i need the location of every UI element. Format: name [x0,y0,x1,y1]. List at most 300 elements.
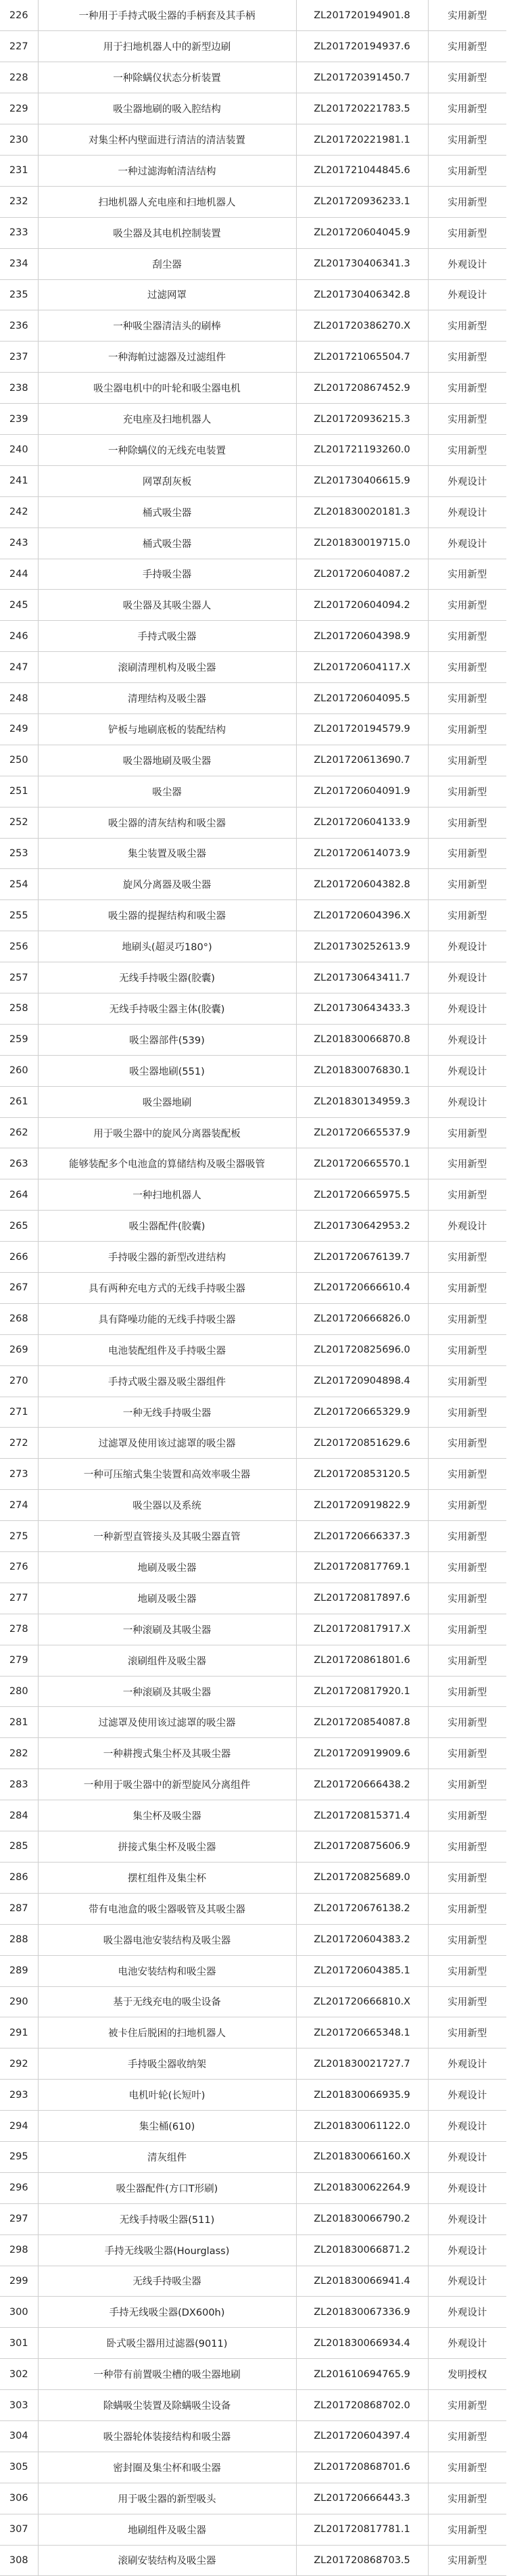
patent-name-cell: 一种用于吸尘器中的新型旋风分离组件 [38,1769,296,1800]
row-number-cell: 253 [0,838,38,869]
patent-number-cell: ZL201720604398.9 [296,621,428,652]
patent-number-cell: ZL201830066934.4 [296,2328,428,2359]
patent-type-cell: 实用新型 [428,1676,506,1707]
patent-number-cell: ZL201721065504.7 [296,342,428,373]
table-row [0,2172,506,2203]
row-number-cell: 295 [0,2141,38,2172]
table-row [0,621,506,652]
patent-name-cell: 网罩刮灰板 [38,465,296,496]
patent-name-cell: 滚刷清理机构及吸尘器 [38,652,296,683]
row-number-cell: 305 [0,2452,38,2483]
table-row [0,993,506,1025]
patent-name-cell: 铲板与地刷底板的装配结构 [38,713,296,745]
patent-type-cell: 外观设计 [428,1024,506,1055]
patent-type-cell: 外观设计 [428,2234,506,2266]
patent-name-cell: 桶式吸尘器 [38,496,296,528]
patent-number-cell: ZL201830066790.2 [296,2203,428,2234]
patent-type-cell: 实用新型 [428,1831,506,1863]
table-row [0,2452,506,2483]
patent-number-cell: ZL201720604396.X [296,900,428,931]
row-number-cell: 290 [0,1986,38,2017]
table-row [0,217,506,248]
table-row [0,2390,506,2421]
table-row [0,310,506,342]
table-row [0,1334,506,1365]
row-number-cell: 259 [0,1024,38,1055]
row-number-cell: 229 [0,93,38,124]
patent-type-cell: 外观设计 [428,2048,506,2080]
patent-type-cell: 实用新型 [428,62,506,93]
table-row [0,2141,506,2172]
table-row [0,1365,506,1397]
row-number-cell: 302 [0,2359,38,2390]
patent-type-cell: 外观设计 [428,993,506,1025]
patent-number-cell: ZL201720666337.3 [296,1521,428,1552]
table-row [0,900,506,931]
patent-number-cell: ZL201720817769.1 [296,1552,428,1583]
patent-number-cell: ZL201730406615.9 [296,465,428,496]
patent-number-cell: ZL201720817917.X [296,1614,428,1645]
patent-type-cell: 实用新型 [428,683,506,714]
patent-name-cell: 吸尘器配件(胶囊) [38,1211,296,1242]
patent-number-cell: ZL201720604382.8 [296,869,428,900]
row-number-cell: 257 [0,962,38,993]
patent-number-cell: ZL201720861801.6 [296,1645,428,1676]
patent-name-cell: 吸尘器电机中的叶轮和吸尘器电机 [38,373,296,404]
patent-number-cell: ZL201720665329.9 [296,1397,428,1428]
patent-name-cell: 一种可压缩式集尘装置和高效率吸尘器 [38,1459,296,1490]
patent-name-cell: 吸尘器部件(539) [38,1024,296,1055]
patent-name-cell: 过滤罩及使用该过滤罩的吸尘器 [38,1707,296,1738]
patent-name-cell: 地刷头(超灵巧180°) [38,931,296,962]
patent-name-cell: 吸尘器的清灰结构和吸尘器 [38,807,296,838]
patent-type-cell: 实用新型 [428,1552,506,1583]
table-row [0,590,506,621]
patent-number-cell: ZL201730643411.7 [296,962,428,993]
row-number-cell: 247 [0,652,38,683]
row-number-cell: 240 [0,434,38,465]
table-row [0,465,506,496]
row-number-cell: 254 [0,869,38,900]
patent-number-cell: ZL201720666610.4 [296,1273,428,1304]
patent-number-cell: ZL201720665537.9 [296,1117,428,1148]
patent-number-cell: ZL201830019715.0 [296,528,428,559]
patent-type-cell: 外观设计 [428,2080,506,2111]
patent-number-cell: ZL201720817781.1 [296,2514,428,2545]
table-row [0,2203,506,2234]
patent-type-cell: 实用新型 [428,590,506,621]
table-row [0,2111,506,2142]
patent-number-cell: ZL201720868702.0 [296,2390,428,2421]
patent-type-cell: 实用新型 [428,186,506,217]
patent-number-cell: ZL201830066941.4 [296,2266,428,2297]
patent-name-cell: 用于吸尘器中的旋风分离器装配板 [38,1117,296,1148]
patent-name-cell: 吸尘器轮体装接结构和吸尘器 [38,2420,296,2452]
patent-name-cell: 吸尘器配件(方口T形刷) [38,2172,296,2203]
row-number-cell: 265 [0,1211,38,1242]
table-row [0,124,506,156]
patent-name-cell: 充电座及扫地机器人 [38,404,296,435]
patent-name-cell: 一种除螨仪的无线充电装置 [38,434,296,465]
patent-type-cell: 实用新型 [428,434,506,465]
patent-number-cell: ZL201730643433.3 [296,993,428,1025]
row-number-cell: 294 [0,2111,38,2142]
row-number-cell: 299 [0,2266,38,2297]
patent-type-cell: 实用新型 [428,1614,506,1645]
patent-type-cell: 实用新型 [428,869,506,900]
patent-number-cell: ZL201720815371.4 [296,1800,428,1831]
patent-name-cell: 电池装配组件及手持吸尘器 [38,1334,296,1365]
patent-name-cell: 滚刷组件及吸尘器 [38,1645,296,1676]
patent-name-cell: 桶式吸尘器 [38,528,296,559]
patent-name-cell: 具有两种充电方式的无线手持吸尘器 [38,1273,296,1304]
patent-number-cell: ZL201720221783.5 [296,93,428,124]
patent-type-cell: 实用新型 [428,1117,506,1148]
row-number-cell: 261 [0,1086,38,1117]
table-row [0,869,506,900]
row-number-cell: 280 [0,1676,38,1707]
table-row [0,2297,506,2328]
patent-name-cell: 滚刷安装结构及吸尘器 [38,2545,296,2576]
patent-type-cell: 实用新型 [428,373,506,404]
patent-type-cell: 实用新型 [428,2514,506,2545]
patent-number-cell: ZL201720666826.0 [296,1303,428,1334]
patent-type-cell: 实用新型 [428,1303,506,1334]
patent-type-cell: 外观设计 [428,1055,506,1086]
patent-name-cell: 刮尘器 [38,248,296,279]
row-number-cell: 227 [0,31,38,62]
row-number-cell: 307 [0,2514,38,2545]
patent-number-cell: ZL201830066870.8 [296,1024,428,1055]
table-row [0,1055,506,1086]
patent-name-cell: 地刷及吸尘器 [38,1583,296,1614]
patent-number-cell: ZL201720919909.6 [296,1738,428,1769]
table-row [0,2545,506,2576]
table-row [0,1459,506,1490]
patent-number-cell: ZL201720194579.9 [296,713,428,745]
patent-name-cell: 一种吸尘器清洁头的刷棒 [38,310,296,342]
patent-name-cell: 手持吸尘器收纳架 [38,2048,296,2080]
patent-number-cell: ZL201830061122.0 [296,2111,428,2142]
patent-type-cell: 实用新型 [428,2017,506,2048]
patent-name-cell: 吸尘器地刷(551) [38,1055,296,1086]
row-number-cell: 284 [0,1800,38,1831]
patent-type-cell: 实用新型 [428,1397,506,1428]
patent-type-cell: 外观设计 [428,528,506,559]
row-number-cell: 260 [0,1055,38,1086]
row-number-cell: 263 [0,1148,38,1179]
patent-number-cell: ZL201720604133.9 [296,807,428,838]
patent-type-cell: 外观设计 [428,931,506,962]
row-number-cell: 301 [0,2328,38,2359]
patent-type-cell: 实用新型 [428,1459,506,1490]
table-row [0,1303,506,1334]
table-row [0,1242,506,1273]
patent-number-cell: ZL201720604383.2 [296,1924,428,1955]
patent-type-cell: 实用新型 [428,1273,506,1304]
table-row [0,1179,506,1211]
patent-number-cell: ZL201720604094.2 [296,590,428,621]
table-row [0,1148,506,1179]
table-row [0,1862,506,1893]
patent-name-cell: 扫地机器人充电座和扫地机器人 [38,186,296,217]
patent-type-cell: 实用新型 [428,217,506,248]
table-row [0,1924,506,1955]
row-number-cell: 291 [0,2017,38,2048]
row-number-cell: 287 [0,1893,38,1924]
patent-name-cell: 密封圈及集尘杯和吸尘器 [38,2452,296,2483]
patent-number-cell: ZL201830066935.9 [296,2080,428,2111]
patent-number-cell: ZL201830021727.7 [296,2048,428,2080]
row-number-cell: 269 [0,1334,38,1365]
patent-type-cell: 实用新型 [428,2483,506,2514]
patent-name-cell: 具有降噪功能的无线手持吸尘器 [38,1303,296,1334]
table-row [0,1614,506,1645]
patent-name-cell: 手持式吸尘器及吸尘器组件 [38,1365,296,1397]
row-number-cell: 308 [0,2545,38,2576]
patent-type-cell: 实用新型 [428,310,506,342]
patent-number-cell: ZL201720868701.6 [296,2452,428,2483]
row-number-cell: 241 [0,465,38,496]
patent-name-cell: 吸尘器地刷的吸入腔结构 [38,93,296,124]
patent-type-cell: 外观设计 [428,279,506,310]
patent-name-cell: 用于扫地机器人中的新型边刷 [38,31,296,62]
patent-type-cell: 实用新型 [428,1583,506,1614]
table-row [0,776,506,807]
patent-number-cell: ZL201730406341.3 [296,248,428,279]
row-number-cell: 266 [0,1242,38,1273]
patent-type-cell: 外观设计 [428,2203,506,2234]
patent-name-cell: 吸尘器电池安装结构及吸尘器 [38,1924,296,1955]
table-row [0,93,506,124]
table-row [0,1738,506,1769]
row-number-cell: 279 [0,1645,38,1676]
patent-name-cell: 旋风分离器及吸尘器 [38,869,296,900]
table-row [0,1645,506,1676]
table-row [0,1490,506,1521]
patent-type-cell: 外观设计 [428,2328,506,2359]
patent-type-cell: 实用新型 [428,2452,506,2483]
patent-number-cell: ZL201720854087.8 [296,1707,428,1738]
row-number-cell: 255 [0,900,38,931]
table-row [0,1397,506,1428]
patent-number-cell: ZL201730252613.9 [296,931,428,962]
patent-type-cell: 实用新型 [428,2545,506,2576]
patent-name-cell: 无线手持吸尘器 [38,2266,296,2297]
row-number-cell: 306 [0,2483,38,2514]
patent-type-cell: 实用新型 [428,1924,506,1955]
row-number-cell: 237 [0,342,38,373]
row-number-cell: 243 [0,528,38,559]
patent-name-cell: 手持式吸尘器 [38,621,296,652]
patent-name-cell: 清理结构及吸尘器 [38,683,296,714]
table-row [0,2017,506,2048]
patent-type-cell: 实用新型 [428,1179,506,1211]
patent-number-cell: ZL201720221981.1 [296,124,428,156]
row-number-cell: 239 [0,404,38,435]
patent-number-cell: ZL201720676138.2 [296,1893,428,1924]
patent-type-cell: 实用新型 [428,1490,506,1521]
table-row [0,2514,506,2545]
patent-name-cell: 吸尘器地刷及吸尘器 [38,745,296,776]
patent-number-cell: ZL201721044845.6 [296,155,428,186]
table-row [0,248,506,279]
patent-type-cell: 实用新型 [428,404,506,435]
patent-name-cell: 一种用于手持式吸尘器的手柄套及其手柄 [38,0,296,31]
patent-type-cell: 实用新型 [428,713,506,745]
patent-name-cell: 吸尘器及其吸尘器人 [38,590,296,621]
patent-number-cell: ZL201720604045.9 [296,217,428,248]
patent-number-cell: ZL201720386270.X [296,310,428,342]
table-row [0,1273,506,1304]
patent-name-cell: 手持吸尘器 [38,559,296,590]
table-row [0,2483,506,2514]
patent-number-cell: ZL201720851629.6 [296,1428,428,1459]
patent-number-cell: ZL201720867452.9 [296,373,428,404]
row-number-cell: 234 [0,248,38,279]
patent-name-cell: 一种除螨仪状态分析装置 [38,62,296,93]
patent-name-cell: 拼接式集尘杯及吸尘器 [38,1831,296,1863]
patent-number-cell: ZL201830134959.3 [296,1086,428,1117]
table-row [0,1428,506,1459]
patent-type-cell: 实用新型 [428,1955,506,1986]
row-number-cell: 271 [0,1397,38,1428]
patent-type-cell: 实用新型 [428,807,506,838]
patent-type-cell: 实用新型 [428,1800,506,1831]
table-row [0,373,506,404]
patent-name-cell: 卧式吸尘器用过滤器(9011) [38,2328,296,2359]
patent-number-cell: ZL201830020181.3 [296,496,428,528]
row-number-cell: 242 [0,496,38,528]
patent-number-cell: ZL201720853120.5 [296,1459,428,1490]
patent-type-cell: 外观设计 [428,2266,506,2297]
patent-type-cell: 实用新型 [428,1428,506,1459]
patent-type-cell: 发明授权 [428,2359,506,2390]
table-row [0,1769,506,1800]
patent-number-cell: ZL201730642953.2 [296,1211,428,1242]
table-row [0,559,506,590]
patent-number-cell: ZL201720676139.7 [296,1242,428,1273]
patent-type-cell: 实用新型 [428,1738,506,1769]
patent-name-cell: 过滤网罩 [38,279,296,310]
table-row [0,404,506,435]
patent-name-cell: 除螨吸尘装置及除螨吸尘设备 [38,2390,296,2421]
patent-type-cell: 实用新型 [428,1334,506,1365]
patent-type-cell: 实用新型 [428,2420,506,2452]
row-number-cell: 262 [0,1117,38,1148]
table-row [0,1086,506,1117]
patent-number-cell: ZL201720868703.5 [296,2545,428,2576]
patent-name-cell: 无线手持吸尘器主体(胶囊) [38,993,296,1025]
row-number-cell: 228 [0,62,38,93]
patent-name-cell: 无线手持吸尘器(511) [38,2203,296,2234]
patent-type-cell: 实用新型 [428,776,506,807]
patent-name-cell: 集尘装置及吸尘器 [38,838,296,869]
patent-type-cell: 实用新型 [428,2390,506,2421]
patent-number-cell: ZL201720614073.9 [296,838,428,869]
table-row [0,1800,506,1831]
patent-type-cell: 实用新型 [428,155,506,186]
row-number-cell: 296 [0,2172,38,2203]
patent-number-cell: ZL201720604397.4 [296,2420,428,2452]
row-number-cell: 256 [0,931,38,962]
row-number-cell: 276 [0,1552,38,1583]
patent-name-cell: 吸尘器以及系统 [38,1490,296,1521]
row-number-cell: 232 [0,186,38,217]
row-number-cell: 231 [0,155,38,186]
patent-type-cell: 实用新型 [428,1769,506,1800]
patent-type-cell: 外观设计 [428,962,506,993]
patent-number-cell: ZL201720391450.7 [296,62,428,93]
row-number-cell: 286 [0,1862,38,1893]
row-number-cell: 303 [0,2390,38,2421]
table-row [0,0,506,31]
patent-type-cell: 外观设计 [428,496,506,528]
table-row [0,31,506,62]
row-number-cell: 297 [0,2203,38,2234]
patent-type-cell: 实用新型 [428,93,506,124]
patent-type-cell: 实用新型 [428,559,506,590]
row-number-cell: 235 [0,279,38,310]
patent-number-cell: ZL201720666443.3 [296,2483,428,2514]
patent-number-cell: ZL201610694765.9 [296,2359,428,2390]
table-row [0,62,506,93]
patent-type-cell: 外观设计 [428,1211,506,1242]
table-row [0,1117,506,1148]
patent-number-cell: ZL201720194937.6 [296,31,428,62]
table-row [0,342,506,373]
table-row [0,2420,506,2452]
table-row [0,931,506,962]
table-row [0,186,506,217]
table-row [0,2048,506,2080]
patent-type-cell: 实用新型 [428,31,506,62]
patent-type-cell: 外观设计 [428,465,506,496]
row-number-cell: 288 [0,1924,38,1955]
patent-type-cell: 实用新型 [428,1893,506,1924]
patent-number-cell: ZL201720825696.0 [296,1334,428,1365]
row-number-cell: 244 [0,559,38,590]
table-row [0,434,506,465]
patent-name-cell: 被卡住后脱困的扫地机器人 [38,2017,296,2048]
patent-name-cell: 一种新型直管接头及其吸尘器直管 [38,1521,296,1552]
row-number-cell: 275 [0,1521,38,1552]
patent-type-cell: 实用新型 [428,1986,506,2017]
row-number-cell: 289 [0,1955,38,1986]
patent-type-cell: 实用新型 [428,1645,506,1676]
row-number-cell: 233 [0,217,38,248]
patent-number-cell: ZL201720604385.1 [296,1955,428,1986]
patent-type-cell: 实用新型 [428,0,506,31]
table-row [0,1583,506,1614]
patent-type-cell: 实用新型 [428,124,506,156]
patent-type-cell: 外观设计 [428,2172,506,2203]
patent-type-cell: 外观设计 [428,2297,506,2328]
patent-number-cell: ZL201720936233.1 [296,186,428,217]
patent-number-cell: ZL201830062264.9 [296,2172,428,2203]
patent-number-cell: ZL201720666810.X [296,1986,428,2017]
table-row [0,2266,506,2297]
table-row [0,1707,506,1738]
patent-name-cell: 一种滚刷及其吸尘器 [38,1676,296,1707]
row-number-cell: 251 [0,776,38,807]
row-number-cell: 298 [0,2234,38,2266]
patent-name-cell: 一种过滤海帕清洁结构 [38,155,296,186]
row-number-cell: 270 [0,1365,38,1397]
patent-name-cell: 一种无线手持吸尘器 [38,1397,296,1428]
row-number-cell: 285 [0,1831,38,1863]
table-row [0,528,506,559]
